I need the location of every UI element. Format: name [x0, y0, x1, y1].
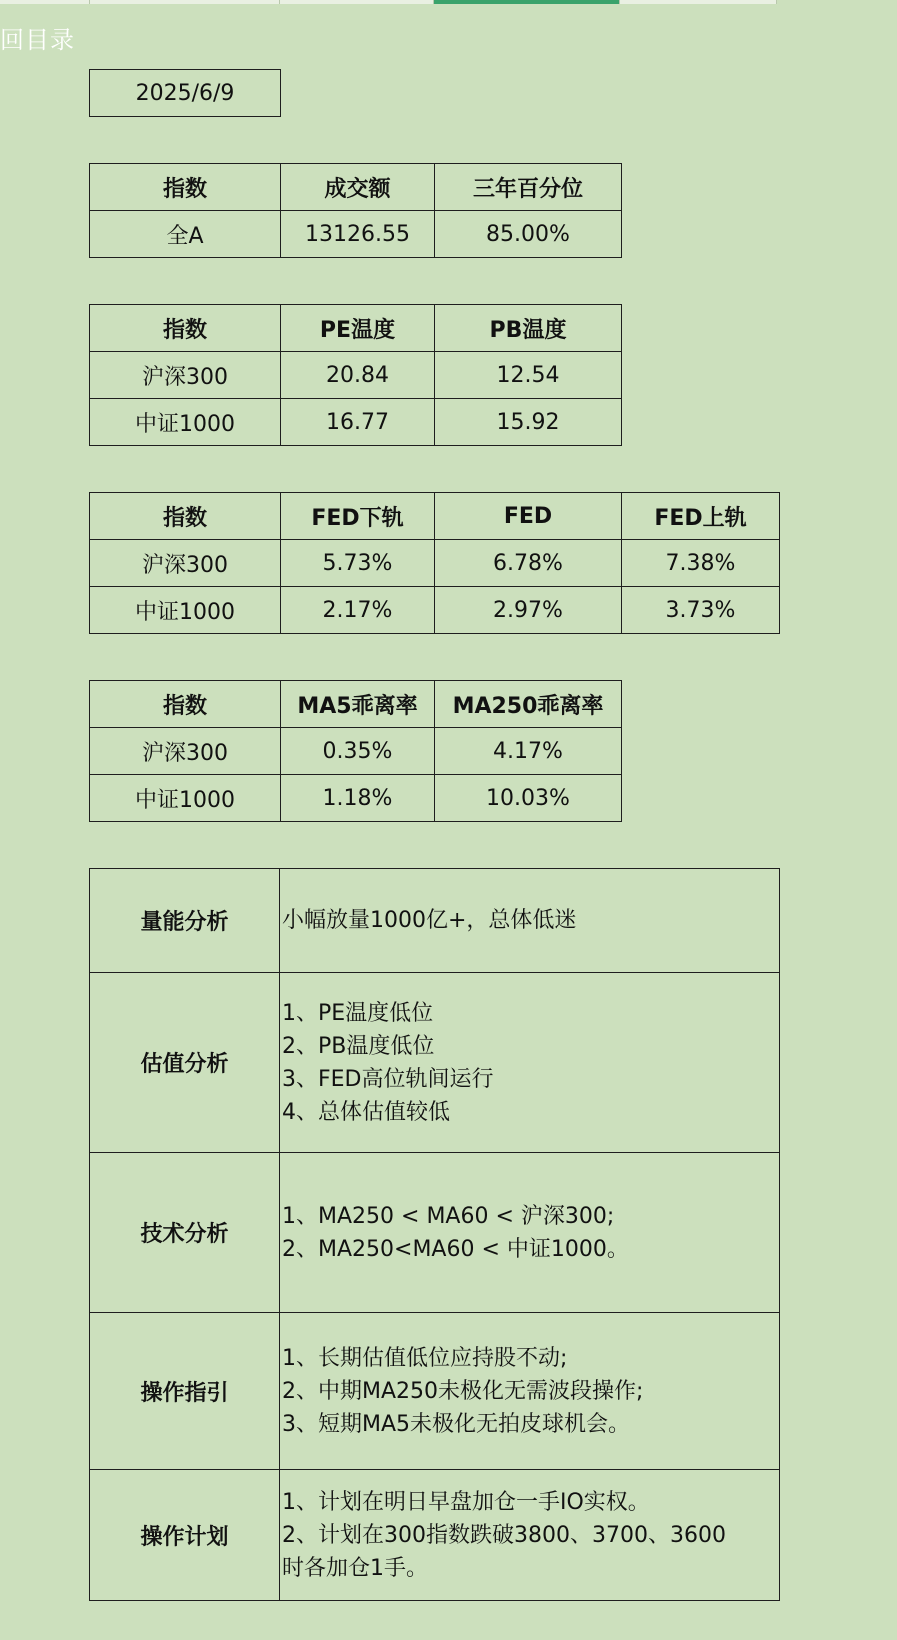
analysis-label: 量能分析: [90, 869, 280, 973]
table-cell: 沪深300: [90, 352, 281, 399]
table-cell: 15.92: [435, 399, 622, 446]
analysis-label: 技术分析: [90, 1153, 280, 1313]
column-header: 成交额: [281, 164, 435, 211]
table-row: [90, 399, 622, 446]
table-cell: 中证1000: [90, 587, 281, 634]
table-cell: 全A: [90, 211, 281, 258]
analysis-row: [90, 1313, 780, 1470]
analysis-label: 估值分析: [90, 973, 280, 1153]
table-cell: 10.03%: [435, 775, 622, 822]
table-row: [90, 540, 780, 587]
table-cell: 沪深300: [90, 540, 281, 587]
analysis-line: 1、长期估值低位应持股不动;: [282, 1345, 568, 1371]
sheet-tab[interactable]: [0, 0, 90, 4]
analysis-line: 2、PB温度低位: [282, 1033, 435, 1059]
analysis-row: [90, 973, 780, 1153]
analysis-row: [90, 869, 780, 973]
analysis-line: 1、计划在明日早盘加仓一手IO实权。: [282, 1489, 650, 1515]
turnover-table: [89, 163, 622, 258]
table-header-row: [90, 164, 622, 211]
table-cell: 85.00%: [435, 211, 622, 258]
analysis-line: 1、MA250 < MA60 < 沪深300;: [282, 1203, 615, 1229]
table-cell: 20.84: [281, 352, 435, 399]
table-cell: 12.54: [435, 352, 622, 399]
table-cell: 7.38%: [622, 540, 780, 587]
analysis-label: 操作指引: [90, 1313, 280, 1470]
date-cell: 2025/6/9: [90, 70, 281, 117]
table-cell: 3.73%: [622, 587, 780, 634]
analysis-line: 3、短期MA5未极化无拍皮球机会。: [282, 1411, 631, 1437]
table-cell: 2.97%: [435, 587, 622, 634]
table-cell: 13126.55: [281, 211, 435, 258]
table-header-row: [90, 493, 780, 540]
table-cell: 中证1000: [90, 775, 281, 822]
analysis-line: 时各加仓1手。: [282, 1555, 428, 1581]
table-cell: 中证1000: [90, 399, 281, 446]
analysis-line: 4、总体估值较低: [282, 1099, 450, 1125]
table-row: [90, 775, 622, 822]
table-cell: 1.18%: [281, 775, 435, 822]
analysis-row: [90, 1470, 780, 1601]
table-cell: 5.73%: [281, 540, 435, 587]
analysis-content: [280, 1470, 780, 1601]
analysis-line: 3、FED高位轨间运行: [282, 1066, 494, 1092]
column-header: MA250乖离率: [435, 681, 622, 728]
analysis-line: 2、计划在300指数跌破3800、3700、3600: [282, 1522, 726, 1548]
table-cell: 2.17%: [281, 587, 435, 634]
sheet-tab-strip: [0, 0, 897, 4]
table-cell: 沪深300: [90, 728, 281, 775]
table-cell: 16.77: [281, 399, 435, 446]
table-cell: 0.35%: [281, 728, 435, 775]
analysis-line: 2、MA250<MA60 < 中证1000。: [282, 1236, 629, 1262]
analysis-label: 操作计划: [90, 1470, 280, 1601]
sheet-tab-active[interactable]: [434, 0, 620, 4]
analysis-row: [90, 1153, 780, 1313]
column-header: 指数: [90, 681, 281, 728]
analysis-content: [280, 973, 780, 1153]
analysis-content: [280, 1153, 780, 1313]
column-header: 指数: [90, 493, 281, 540]
temperature-table: [89, 304, 622, 446]
table-row: [90, 211, 622, 258]
analysis-line: 1、PE温度低位: [282, 1000, 434, 1026]
column-header: FED上轨: [622, 493, 780, 540]
table-cell: 4.17%: [435, 728, 622, 775]
column-header: PE温度: [281, 305, 435, 352]
table-row: [90, 587, 780, 634]
analysis-content: [280, 1313, 780, 1470]
ma-deviation-table: [89, 680, 622, 822]
analysis-content: [280, 869, 780, 973]
date-cell-table: [89, 69, 281, 117]
table-header-row: [90, 681, 622, 728]
column-header: 指数: [90, 305, 281, 352]
column-header: PB温度: [435, 305, 622, 352]
analysis-line: 2、中期MA250未极化无需波段操作;: [282, 1378, 644, 1404]
analysis-table: [89, 868, 780, 1601]
back-to-index-link[interactable]: 回目录: [0, 26, 75, 54]
sheet-tab[interactable]: [620, 0, 777, 4]
column-header: 指数: [90, 164, 281, 211]
table-row: [90, 728, 622, 775]
sheet-tab[interactable]: [90, 0, 280, 4]
column-header: FED下轨: [281, 493, 435, 540]
column-header: 三年百分位: [435, 164, 622, 211]
column-header: FED: [435, 493, 622, 540]
analysis-line: 小幅放量1000亿+，总体低迷: [282, 908, 577, 933]
fed-table: [89, 492, 780, 634]
sheet-tab[interactable]: [280, 0, 434, 4]
column-header: MA5乖离率: [281, 681, 435, 728]
table-header-row: [90, 305, 622, 352]
table-cell: 6.78%: [435, 540, 622, 587]
table-row: [90, 352, 622, 399]
